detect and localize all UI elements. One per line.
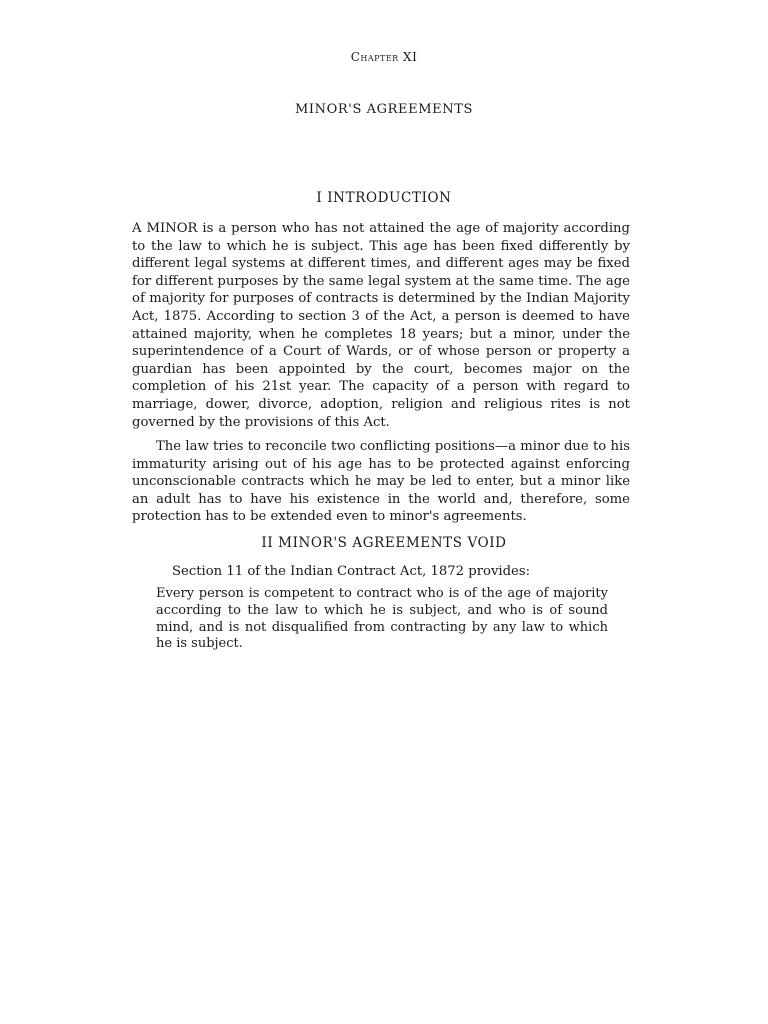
- statute-quote: Every person is competent to contract who is of the age of majority according to the law to which he is subject, and who is of sound mind, and is not disqualified from contracting by any law to which he is subject.: [156, 586, 608, 652]
- chapter-label: Chapter XI: [350, 50, 418, 64]
- section-heading-minors-agreements-void: II MINOR'S AGREEMENTS VOID: [261, 535, 507, 551]
- paragraph-introduction-1: A MINOR is a person who has not attained the age of majority according to the law to which he is subject. This age has been fixed differently by different legal systems at different times, and different ages may be fixed for different purposes by the same legal system at the same time. The age of majority for purposes of contracts is determined by the Indian Majority Act, 1875. According to section 3 of the Act, a person is deemed to have attained majority, when he completes 18 years; but a minor, under the superintendence of a Court of Wards, or of whose person or property a guardian has been appointed by the court, becomes major on the completion of his 21st year. The capacity of a person with regard to marriage, dower, divorce, adoption, religion and religious rites is not governed by the provisions of this Act.: [132, 221, 630, 430]
- paragraph-introduction-2: The law tries to reconcile two conflicting positions—a minor due to his immaturity arising out of his age has to be protected against enforcing unconscionable contracts which he may be led to enter, but a minor like an adult has to have his existence in the world and, therefore, some protection has to be extended even to minor's agreements.: [132, 439, 630, 525]
- paragraph-section-intro: Section 11 of the Indian Contract Act, 1872 provides:: [172, 564, 531, 579]
- section-heading-introduction: I INTRODUCTION: [316, 190, 452, 206]
- chapter-title: MINOR'S AGREEMENTS: [295, 102, 473, 117]
